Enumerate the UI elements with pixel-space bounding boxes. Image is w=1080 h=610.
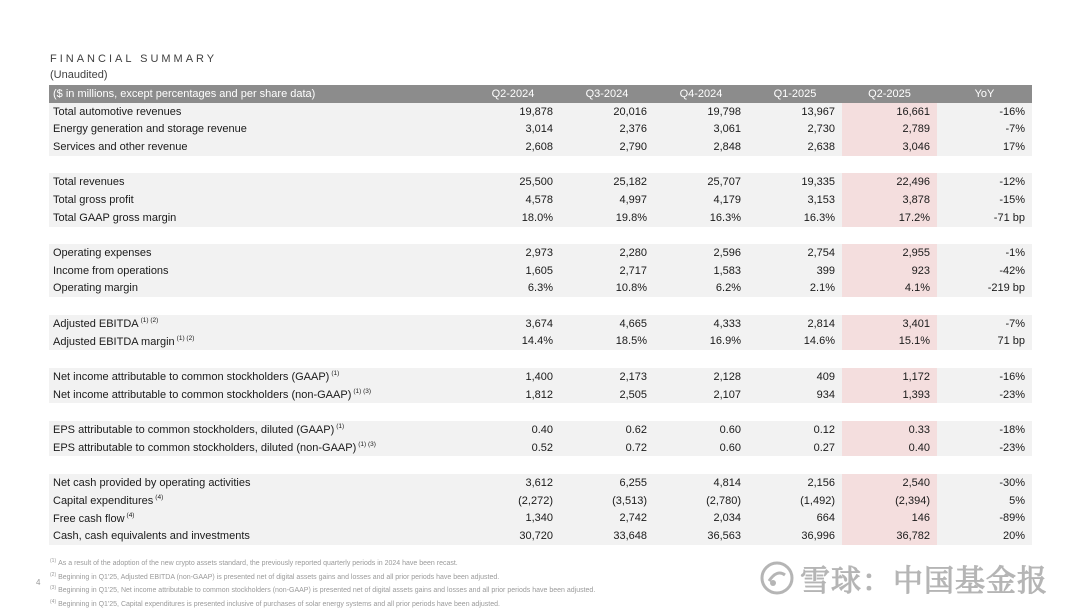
- value-cell: 0.27: [748, 439, 842, 457]
- row-label-text: Energy generation and storage revenue: [53, 123, 247, 135]
- spacer-cell: [560, 297, 654, 315]
- value-cell: 25,182: [560, 173, 654, 191]
- value-cell: 18.5%: [560, 333, 654, 351]
- row-label: [49, 421, 466, 439]
- current-quarter-cell: 4.1%: [842, 280, 937, 298]
- spacer-cell: [937, 350, 1032, 368]
- row-label-text: Operating expenses: [53, 247, 151, 259]
- table-row: [49, 138, 1032, 156]
- snowball-logo-icon: [760, 561, 794, 595]
- value-cell: 2,973: [466, 244, 560, 262]
- value-cell: 2,730: [748, 120, 842, 138]
- yoy-cell: -12%: [937, 173, 1032, 191]
- value-cell: 36,996: [748, 527, 842, 545]
- page-subtitle: (Unaudited): [50, 69, 107, 81]
- group-spacer: [49, 156, 1032, 174]
- value-cell: 4,814: [654, 474, 748, 492]
- yoy-cell: -30%: [937, 474, 1032, 492]
- value-cell: 4,997: [560, 191, 654, 209]
- group-spacer: [49, 297, 1032, 315]
- column-header-q3-2024: Q3-2024: [560, 85, 654, 103]
- spacer-cell: [654, 403, 748, 421]
- yoy-cell: -219 bp: [937, 280, 1032, 298]
- table-row: [49, 510, 1032, 528]
- spacer-cell: [49, 456, 466, 474]
- row-label-text: Free cash flow: [53, 513, 125, 525]
- footnote-text: Beginning in Q1'25, Capital expenditures is presented inclusive of purchases of solar energy systems and all prior periods have been adjusted.: [58, 601, 500, 608]
- value-cell: (3,513): [560, 492, 654, 510]
- spacer-cell: [49, 350, 466, 368]
- row-label-text: Services and other revenue: [53, 141, 188, 153]
- footnote-mark: (1): [50, 558, 56, 564]
- spacer-cell: [842, 403, 937, 421]
- yoy-cell: 17%: [937, 138, 1032, 156]
- value-cell: 2,596: [654, 244, 748, 262]
- value-cell: 4,665: [560, 315, 654, 333]
- spacer-cell: [466, 227, 560, 245]
- current-quarter-cell: 36,782: [842, 527, 937, 545]
- value-cell: 0.62: [560, 421, 654, 439]
- spacer-cell: [654, 350, 748, 368]
- footnote-ref: (1): [336, 423, 344, 430]
- row-label: [49, 333, 466, 351]
- spacer-cell: [560, 350, 654, 368]
- value-cell: 2,128: [654, 368, 748, 386]
- row-label: [49, 527, 466, 545]
- column-header-q1-2025: Q1-2025: [748, 85, 842, 103]
- spacer-cell: [842, 350, 937, 368]
- table-header-row: [49, 85, 1032, 103]
- row-label: [49, 492, 466, 510]
- column-header-yoy: YoY: [937, 85, 1032, 103]
- row-label: [49, 280, 466, 298]
- table-row: [49, 103, 1032, 121]
- current-quarter-cell: 3,401: [842, 315, 937, 333]
- value-cell: 6,255: [560, 474, 654, 492]
- current-quarter-cell: 3,878: [842, 191, 937, 209]
- row-label-text: Net income attributable to common stockholders (non-GAAP): [53, 389, 351, 401]
- footnote-text: Beginning in Q1'25, Net income attributable to common stockholders (non-GAAP) is presented net of digital assets gains and losses and all prior periods have been adjusted.: [58, 587, 595, 594]
- row-label-text: Cash, cash equivalents and investments: [53, 530, 250, 542]
- spacer-cell: [560, 456, 654, 474]
- current-quarter-cell: (2,394): [842, 492, 937, 510]
- value-cell: 0.60: [654, 421, 748, 439]
- value-cell: 0.12: [748, 421, 842, 439]
- footnote-mark: (4): [50, 599, 56, 605]
- current-quarter-cell: 16,661: [842, 103, 937, 121]
- watermark-text: 雪球：中国基金报: [800, 556, 1048, 600]
- row-label-text: EPS attributable to common stockholders, diluted (non-GAAP): [53, 442, 356, 454]
- footnote-line: [50, 570, 595, 584]
- value-cell: 399: [748, 262, 842, 280]
- group-spacer: [49, 350, 1032, 368]
- row-label-text: Net cash provided by operating activities: [53, 477, 251, 489]
- value-cell: 3,014: [466, 120, 560, 138]
- current-quarter-cell: 0.40: [842, 439, 937, 457]
- row-label-text: Total gross profit: [53, 194, 134, 206]
- value-cell: 2,814: [748, 315, 842, 333]
- table-row: [49, 386, 1032, 404]
- spacer-cell: [842, 456, 937, 474]
- spacer-cell: [748, 227, 842, 245]
- current-quarter-cell: 3,046: [842, 138, 937, 156]
- row-label: [49, 209, 466, 227]
- value-cell: (1,492): [748, 492, 842, 510]
- value-cell: 664: [748, 510, 842, 528]
- current-quarter-cell: 1,172: [842, 368, 937, 386]
- spacer-cell: [748, 297, 842, 315]
- row-label-text: Total GAAP gross margin: [53, 212, 176, 224]
- spacer-cell: [466, 403, 560, 421]
- footnote-mark: (3): [50, 585, 56, 591]
- spacer-cell: [466, 456, 560, 474]
- value-cell: 13,967: [748, 103, 842, 121]
- spacer-cell: [937, 297, 1032, 315]
- value-cell: 0.52: [466, 439, 560, 457]
- value-cell: 2.1%: [748, 280, 842, 298]
- value-cell: 16.3%: [748, 209, 842, 227]
- row-label-text: Total revenues: [53, 176, 125, 188]
- value-cell: 3,674: [466, 315, 560, 333]
- watermark: [760, 556, 1048, 600]
- value-cell: 2,107: [654, 386, 748, 404]
- spacer-cell: [748, 403, 842, 421]
- page-title: FINANCIAL SUMMARY: [50, 53, 217, 65]
- value-cell: 4,578: [466, 191, 560, 209]
- row-label: [49, 510, 466, 528]
- row-label-text: Operating margin: [53, 282, 138, 294]
- value-cell: 33,648: [560, 527, 654, 545]
- column-header-label: ($ in millions, except percentages and per share data): [49, 85, 466, 103]
- row-label: [49, 315, 466, 333]
- footnote-line: [50, 583, 595, 597]
- yoy-cell: -16%: [937, 103, 1032, 121]
- spacer-cell: [560, 227, 654, 245]
- value-cell: 2,638: [748, 138, 842, 156]
- spacer-cell: [654, 227, 748, 245]
- value-cell: 2,280: [560, 244, 654, 262]
- current-quarter-cell: 2,955: [842, 244, 937, 262]
- column-header-q2-2024: Q2-2024: [466, 85, 560, 103]
- value-cell: 25,500: [466, 173, 560, 191]
- spacer-cell: [560, 403, 654, 421]
- spacer-cell: [748, 456, 842, 474]
- value-cell: 2,790: [560, 138, 654, 156]
- value-cell: 19,878: [466, 103, 560, 121]
- spacer-cell: [937, 156, 1032, 174]
- current-quarter-cell: 17.2%: [842, 209, 937, 227]
- value-cell: 2,376: [560, 120, 654, 138]
- value-cell: 14.6%: [748, 333, 842, 351]
- value-cell: 20,016: [560, 103, 654, 121]
- table-body: [49, 103, 1032, 545]
- yoy-cell: -18%: [937, 421, 1032, 439]
- value-cell: 2,034: [654, 510, 748, 528]
- row-label: [49, 173, 466, 191]
- yoy-cell: 71 bp: [937, 333, 1032, 351]
- current-quarter-cell: 1,393: [842, 386, 937, 404]
- yoy-cell: -23%: [937, 439, 1032, 457]
- table-row: [49, 421, 1032, 439]
- value-cell: 0.72: [560, 439, 654, 457]
- current-quarter-cell: 146: [842, 510, 937, 528]
- spacer-cell: [466, 156, 560, 174]
- table-row: [49, 209, 1032, 227]
- yoy-cell: -7%: [937, 120, 1032, 138]
- row-label: [49, 191, 466, 209]
- value-cell: 1,605: [466, 262, 560, 280]
- yoy-cell: -71 bp: [937, 209, 1032, 227]
- table-row: [49, 244, 1032, 262]
- value-cell: 0.60: [654, 439, 748, 457]
- value-cell: 6.2%: [654, 280, 748, 298]
- value-cell: 2,608: [466, 138, 560, 156]
- current-quarter-cell: 2,789: [842, 120, 937, 138]
- yoy-cell: -89%: [937, 510, 1032, 528]
- page-number: 4: [36, 578, 40, 587]
- footnote-ref: (1) (2): [141, 317, 159, 324]
- spacer-cell: [937, 456, 1032, 474]
- yoy-cell: -23%: [937, 386, 1032, 404]
- value-cell: 2,173: [560, 368, 654, 386]
- value-cell: 2,742: [560, 510, 654, 528]
- group-spacer: [49, 456, 1032, 474]
- value-cell: 2,754: [748, 244, 842, 262]
- spacer-cell: [748, 156, 842, 174]
- value-cell: 19,798: [654, 103, 748, 121]
- spacer-cell: [49, 156, 466, 174]
- current-quarter-cell: 2,540: [842, 474, 937, 492]
- row-label-text: Capital expenditures: [53, 495, 153, 507]
- row-label: [49, 368, 466, 386]
- yoy-cell: -15%: [937, 191, 1032, 209]
- row-label-text: Total automotive revenues: [53, 106, 181, 118]
- value-cell: 2,717: [560, 262, 654, 280]
- spacer-cell: [49, 297, 466, 315]
- row-label-text: Net income attributable to common stockholders (GAAP): [53, 371, 329, 383]
- spacer-cell: [49, 227, 466, 245]
- footnote-text: Beginning in Q1'25, Adjusted EBITDA (non-GAAP) is presented net of digital assets gains and losses and all prior periods have been adjusted.: [58, 574, 499, 581]
- footnote-line: [50, 556, 595, 570]
- value-cell: 16.9%: [654, 333, 748, 351]
- column-header-q2-2025: Q2-2025: [842, 85, 937, 103]
- spacer-cell: [654, 456, 748, 474]
- value-cell: 1,400: [466, 368, 560, 386]
- current-quarter-cell: 923: [842, 262, 937, 280]
- value-cell: 19,335: [748, 173, 842, 191]
- footnote-text: As a result of the adoption of the new crypto assets standard, the previously reported quarterly periods in 2024 have been recast.: [58, 560, 458, 567]
- table-row: [49, 262, 1032, 280]
- column-header-q4-2024: Q4-2024: [654, 85, 748, 103]
- row-label-text: Income from operations: [53, 265, 169, 277]
- spacer-cell: [466, 350, 560, 368]
- value-cell: 1,812: [466, 386, 560, 404]
- group-spacer: [49, 227, 1032, 245]
- table-row: [49, 315, 1032, 333]
- value-cell: 19.8%: [560, 209, 654, 227]
- row-label-text: Adjusted EBITDA: [53, 318, 139, 330]
- yoy-cell: 20%: [937, 527, 1032, 545]
- value-cell: 25,707: [654, 173, 748, 191]
- value-cell: 2,156: [748, 474, 842, 492]
- value-cell: (2,272): [466, 492, 560, 510]
- row-label: [49, 439, 466, 457]
- footnotes: [50, 556, 595, 610]
- footnote-ref: (1) (3): [358, 441, 376, 448]
- current-quarter-cell: 15.1%: [842, 333, 937, 351]
- spacer-cell: [654, 297, 748, 315]
- table-row: [49, 173, 1032, 191]
- spacer-cell: [937, 403, 1032, 421]
- row-label: [49, 120, 466, 138]
- value-cell: 10.8%: [560, 280, 654, 298]
- spacer-cell: [842, 297, 937, 315]
- spacer-cell: [842, 227, 937, 245]
- row-label: [49, 244, 466, 262]
- table-row: [49, 492, 1032, 510]
- footnote-ref: (4): [155, 494, 163, 501]
- group-spacer: [49, 403, 1032, 421]
- value-cell: 934: [748, 386, 842, 404]
- table-row: [49, 120, 1032, 138]
- spacer-cell: [654, 156, 748, 174]
- spacer-cell: [560, 156, 654, 174]
- spacer-cell: [49, 403, 466, 421]
- yoy-cell: -1%: [937, 244, 1032, 262]
- yoy-cell: -7%: [937, 315, 1032, 333]
- financial-summary-table: [49, 85, 1032, 545]
- yoy-cell: 5%: [937, 492, 1032, 510]
- row-label: [49, 474, 466, 492]
- row-label: [49, 138, 466, 156]
- value-cell: 409: [748, 368, 842, 386]
- spacer-cell: [842, 156, 937, 174]
- footnote-ref: (1): [331, 370, 339, 377]
- footnote-ref: (1) (3): [353, 388, 371, 395]
- table-row: [49, 368, 1032, 386]
- table-row: [49, 333, 1032, 351]
- value-cell: 3,061: [654, 120, 748, 138]
- value-cell: 0.40: [466, 421, 560, 439]
- table-row: [49, 474, 1032, 492]
- current-quarter-cell: 22,496: [842, 173, 937, 191]
- value-cell: 30,720: [466, 527, 560, 545]
- row-label-text: EPS attributable to common stockholders, diluted (GAAP): [53, 424, 334, 436]
- table-row: [49, 439, 1032, 457]
- yoy-cell: -42%: [937, 262, 1032, 280]
- value-cell: 3,153: [748, 191, 842, 209]
- row-label: [49, 103, 466, 121]
- row-label-text: Adjusted EBITDA margin: [53, 336, 175, 348]
- value-cell: 36,563: [654, 527, 748, 545]
- table-row: [49, 527, 1032, 545]
- value-cell: 18.0%: [466, 209, 560, 227]
- current-quarter-cell: 0.33: [842, 421, 937, 439]
- row-label: [49, 386, 466, 404]
- value-cell: 1,583: [654, 262, 748, 280]
- value-cell: 1,340: [466, 510, 560, 528]
- table-row: [49, 191, 1032, 209]
- value-cell: 6.3%: [466, 280, 560, 298]
- spacer-cell: [466, 297, 560, 315]
- value-cell: 2,505: [560, 386, 654, 404]
- spacer-cell: [748, 350, 842, 368]
- footnote-ref: (4): [127, 512, 135, 519]
- spacer-cell: [937, 227, 1032, 245]
- table-row: [49, 280, 1032, 298]
- value-cell: 4,179: [654, 191, 748, 209]
- footnote-ref: (1) (2): [177, 335, 195, 342]
- value-cell: 3,612: [466, 474, 560, 492]
- value-cell: 14.4%: [466, 333, 560, 351]
- value-cell: 2,848: [654, 138, 748, 156]
- yoy-cell: -16%: [937, 368, 1032, 386]
- value-cell: 4,333: [654, 315, 748, 333]
- value-cell: (2,780): [654, 492, 748, 510]
- value-cell: 16.3%: [654, 209, 748, 227]
- footnote-mark: (2): [50, 572, 56, 578]
- row-label: [49, 262, 466, 280]
